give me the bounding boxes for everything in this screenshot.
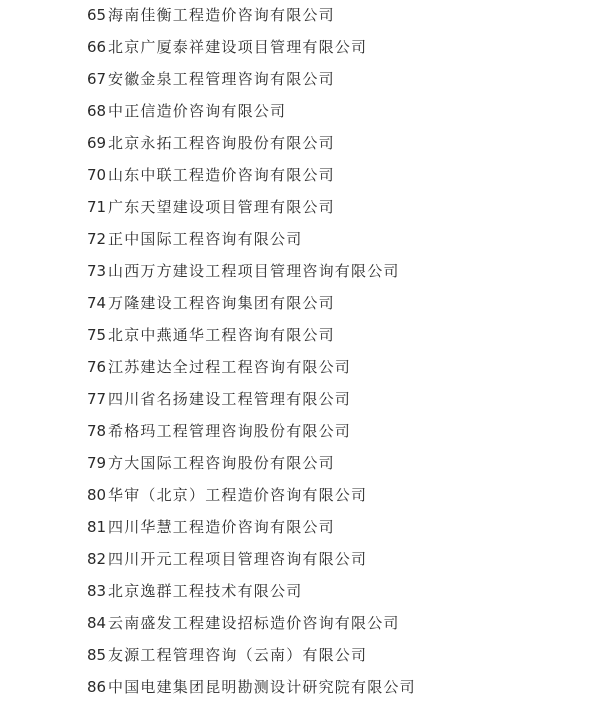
company-name: 北京中燕通华工程咨询有限公司 bbox=[108, 326, 335, 344]
company-name: 北京逸群工程技术有限公司 bbox=[108, 582, 303, 600]
list-item bbox=[87, 224, 416, 256]
item-number: 73 bbox=[87, 262, 107, 280]
company-name: 正中国际工程咨询有限公司 bbox=[108, 230, 303, 248]
item-number: 78 bbox=[87, 422, 107, 440]
company-name: 中正信造价咨询有限公司 bbox=[108, 102, 287, 120]
item-number: 72 bbox=[87, 230, 107, 248]
list-item bbox=[87, 512, 416, 544]
list-item bbox=[87, 32, 416, 64]
item-number: 70 bbox=[87, 166, 107, 184]
list-item bbox=[87, 384, 416, 416]
company-list bbox=[87, 0, 416, 704]
item-number: 66 bbox=[87, 38, 107, 56]
item-number: 67 bbox=[87, 70, 107, 88]
company-name: 云南盛发工程建设招标造价咨询有限公司 bbox=[108, 614, 400, 632]
company-name: 北京永拓工程咨询股份有限公司 bbox=[108, 134, 335, 152]
item-number: 80 bbox=[87, 486, 107, 504]
company-name: 友源工程管理咨询（云南）有限公司 bbox=[108, 646, 368, 664]
company-name: 万隆建设工程咨询集团有限公司 bbox=[108, 294, 335, 312]
company-name: 安徽金泉工程管理咨询有限公司 bbox=[108, 70, 335, 88]
item-number: 74 bbox=[87, 294, 107, 312]
item-number: 71 bbox=[87, 198, 107, 216]
item-number: 82 bbox=[87, 550, 107, 568]
list-item bbox=[87, 352, 416, 384]
company-name: 山东中联工程造价咨询有限公司 bbox=[108, 166, 335, 184]
company-name: 中国电建集团昆明勘测设计研究院有限公司 bbox=[108, 678, 416, 696]
list-item bbox=[87, 160, 416, 192]
company-name: 方大国际工程咨询股份有限公司 bbox=[108, 454, 335, 472]
list-item bbox=[87, 128, 416, 160]
item-number: 79 bbox=[87, 454, 107, 472]
item-number: 69 bbox=[87, 134, 107, 152]
item-number: 81 bbox=[87, 518, 107, 536]
list-item bbox=[87, 96, 416, 128]
company-name: 北京广厦泰祥建设项目管理有限公司 bbox=[108, 38, 368, 56]
company-name: 华审（北京）工程造价咨询有限公司 bbox=[108, 486, 368, 504]
company-name: 广东天望建设项目管理有限公司 bbox=[108, 198, 335, 216]
list-item bbox=[87, 320, 416, 352]
item-number: 68 bbox=[87, 102, 107, 120]
item-number: 75 bbox=[87, 326, 107, 344]
list-item bbox=[87, 256, 416, 288]
list-item bbox=[87, 416, 416, 448]
list-item bbox=[87, 288, 416, 320]
list-item bbox=[87, 448, 416, 480]
list-item bbox=[87, 640, 416, 672]
company-name: 山西万方建设工程项目管理咨询有限公司 bbox=[108, 262, 400, 280]
item-number: 65 bbox=[87, 6, 107, 24]
item-number: 86 bbox=[87, 678, 107, 696]
list-item bbox=[87, 64, 416, 96]
list-item bbox=[87, 672, 416, 704]
item-number: 76 bbox=[87, 358, 107, 376]
list-item bbox=[87, 192, 416, 224]
item-number: 85 bbox=[87, 646, 107, 664]
list-item bbox=[87, 576, 416, 608]
item-number: 83 bbox=[87, 582, 107, 600]
company-name: 希格玛工程管理咨询股份有限公司 bbox=[108, 422, 352, 440]
company-name: 四川华慧工程造价咨询有限公司 bbox=[108, 518, 335, 536]
list-item bbox=[87, 0, 416, 32]
list-item bbox=[87, 608, 416, 640]
company-name: 江苏建达全过程工程咨询有限公司 bbox=[108, 358, 352, 376]
company-name: 四川省名扬建设工程管理有限公司 bbox=[108, 390, 352, 408]
list-item bbox=[87, 544, 416, 576]
item-number: 77 bbox=[87, 390, 107, 408]
company-name: 四川开元工程项目管理咨询有限公司 bbox=[108, 550, 368, 568]
list-item bbox=[87, 480, 416, 512]
company-name: 海南佳衡工程造价咨询有限公司 bbox=[108, 6, 335, 24]
item-number: 84 bbox=[87, 614, 107, 632]
